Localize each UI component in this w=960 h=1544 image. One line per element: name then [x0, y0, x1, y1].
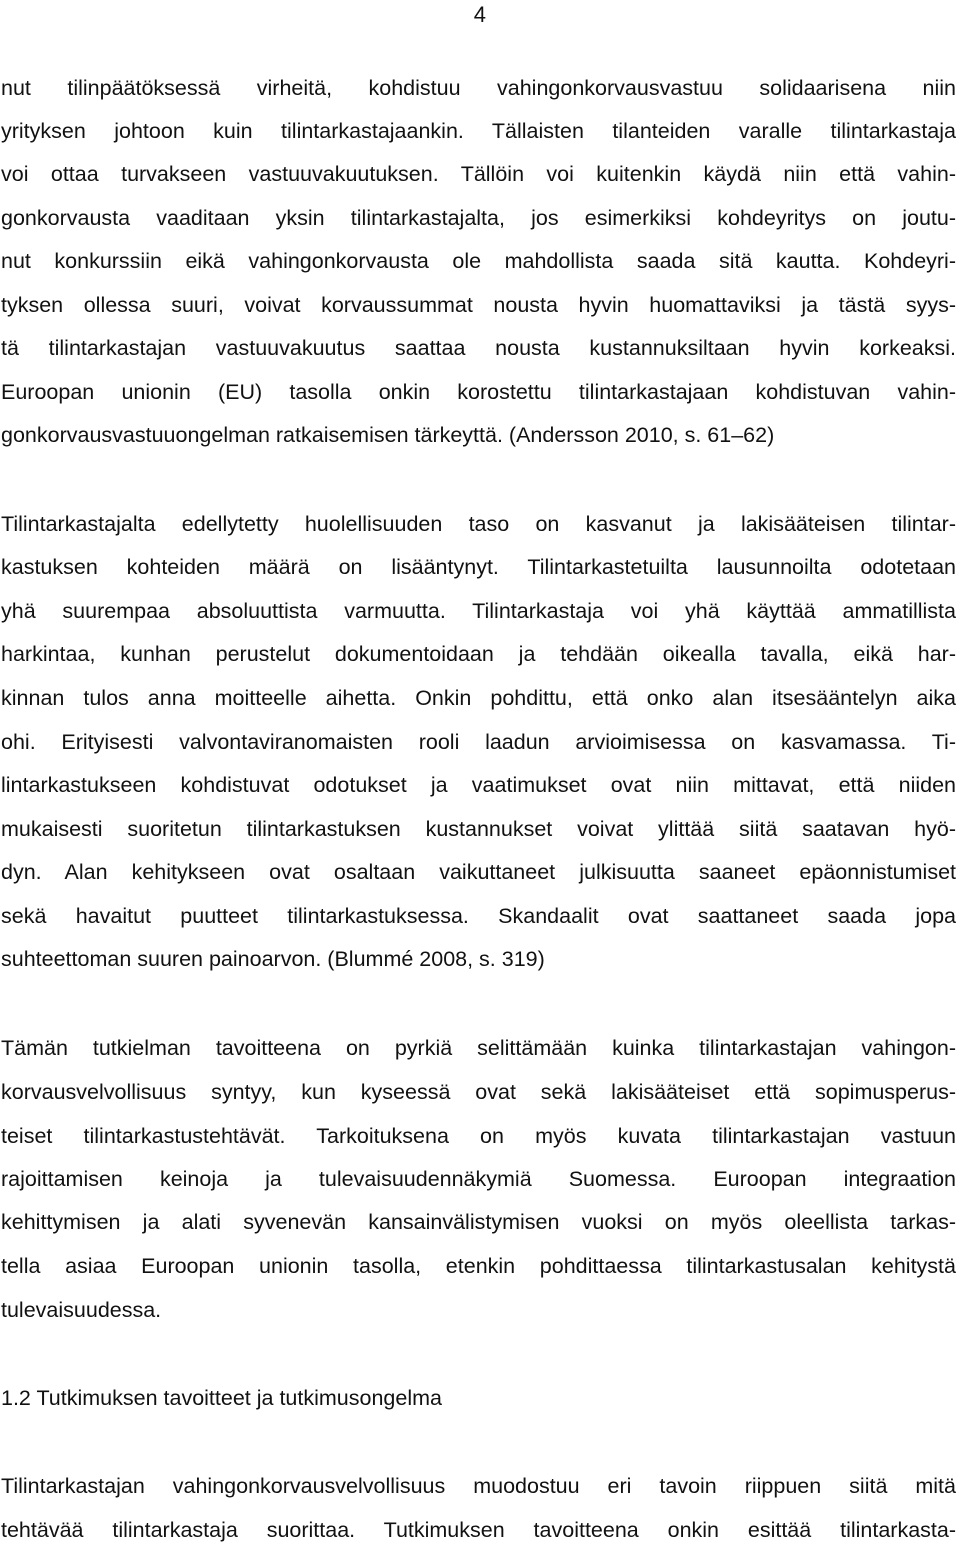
paragraph-3-line: teiset tilintarkastustehtävät. Tarkoituksena on myös kuvata tilintarkastajan vastuun [1, 1124, 956, 1148]
paragraph-1-line: gonkorvausvastuuongelman ratkaisemisen tärkeyttä. (Andersson 2010, s. 61–62) [1, 423, 775, 447]
paragraph-1-line: yrityksen johtoon kuin tilintarkastajaankin. Tällaisten tilanteiden varalle tilintarkastaja [1, 119, 956, 143]
paragraph-2-line: kinnan tulos anna moitteelle aihetta. Onkin pohdittu, että onko alan itsesääntelyn aika [1, 686, 956, 710]
paragraph-1-line: gonkorvausta vaaditaan yksin tilintarkastajalta, jos esimerkiksi kohdeyritys on joutu- [1, 206, 956, 230]
paragraph-3-line: tulevaisuudessa. [1, 1298, 162, 1322]
paragraph-1-line: Euroopan unionin (EU) tasolla onkin korostettu tilintarkastajaan kohdistuvan vahin- [1, 380, 956, 404]
paragraph-1-line: tyksen ollessa suuri, voivat korvaussummat nousta hyvin huomattaviksi ja tästä syys- [1, 293, 956, 317]
paragraph-1-line: tä tilintarkastajan vastuuvakuutus saattaa nousta kustannuksiltaan hyvin korkeaksi. [1, 336, 956, 360]
paragraph-3-line: korvausvelvollisuus syntyy, kun kyseessä ovat sekä lakisääteiset että sopimusperus- [1, 1080, 956, 1104]
paragraph-1-line: nut tilinpäätöksessä virheitä, kohdistuu vahingonkorvausvastuu solidaarisena niin [1, 76, 956, 100]
paragraph-1-line: nut konkurssiin eikä vahingonkorvausta ole mahdollista saada sitä kautta. Kohdeyri- [1, 249, 956, 273]
paragraph-3-line: tella asiaa Euroopan unionin tasolla, etenkin pohdittaessa tilintarkastusalan kehitystä [1, 1254, 956, 1278]
paragraph-3-line: kehittymisen ja alati syvenevän kansainvälistymisen vuoksi on myös oleellista tarkas- [1, 1210, 956, 1234]
section-heading: 1.2 Tutkimuksen tavoitteet ja tutkimusongelma [1, 1386, 442, 1410]
paragraph-1-line: voi ottaa turvakseen vastuuvakuutuksen. Tällöin voi kuitenkin käydä niin että vahin- [1, 162, 956, 186]
paragraph-4-line: Tilintarkastajan vahingonkorvausvelvollisuus muodostuu eri tavoin riippuen siitä mitä [1, 1474, 956, 1498]
paragraph-3-line: rajoittamisen keinoja ja tulevaisuudennäkymiä Suomessa. Euroopan integraation [1, 1167, 956, 1191]
paragraph-2-line: harkintaa, kunhan perustelut dokumentoidaan ja tehdään oikealla tavalla, eikä har- [1, 642, 956, 666]
paragraph-4-line: tehtävää tilintarkastaja suorittaa. Tutkimuksen tavoitteena onkin esittää tilintarkasta- [1, 1518, 956, 1542]
paragraph-2-line: kastuksen kohteiden määrä on lisääntynyt. Tilintarkastetuilta lausunnoilta odotetaan [1, 555, 956, 579]
page-number: 4 [473, 2, 486, 27]
paragraph-2-line: ohi. Erityisesti valvontaviranomaisten rooli laadun arvioimisessa on kasvamassa. Ti- [1, 730, 956, 754]
paragraph-2-line: Tilintarkastajalta edellytetty huolellisuuden taso on kasvanut ja lakisääteisen tilintar- [1, 512, 956, 536]
paragraph-2-line: lintarkastukseen kohdistuvat odotukset ja vaatimukset ovat niin mittavat, että niiden [1, 773, 956, 797]
paragraph-2-line: sekä havaitut puutteet tilintarkastuksessa. Skandaalit ovat saattaneet saada jopa [1, 904, 956, 928]
paragraph-2-line: yhä suurempaa absoluuttista varmuutta. Tilintarkastaja voi yhä käyttää ammatillista [1, 599, 956, 623]
paragraph-2-line: dyn. Alan kehitykseen ovat osaltaan vaikuttaneet julkisuutta saaneet epäonnistumiset [1, 860, 956, 884]
paragraph-3-line: Tämän tutkielman tavoitteena on pyrkiä selittämään kuinka tilintarkastajan vahingon- [1, 1036, 956, 1060]
paragraph-2-line: mukaisesti suoritetun tilintarkastuksen kustannukset voivat ylittää siitä saatavan hyö- [1, 817, 956, 841]
paragraph-2-line: suhteettoman suuren painoarvon. (Blummé 2008, s. 319) [1, 947, 545, 971]
